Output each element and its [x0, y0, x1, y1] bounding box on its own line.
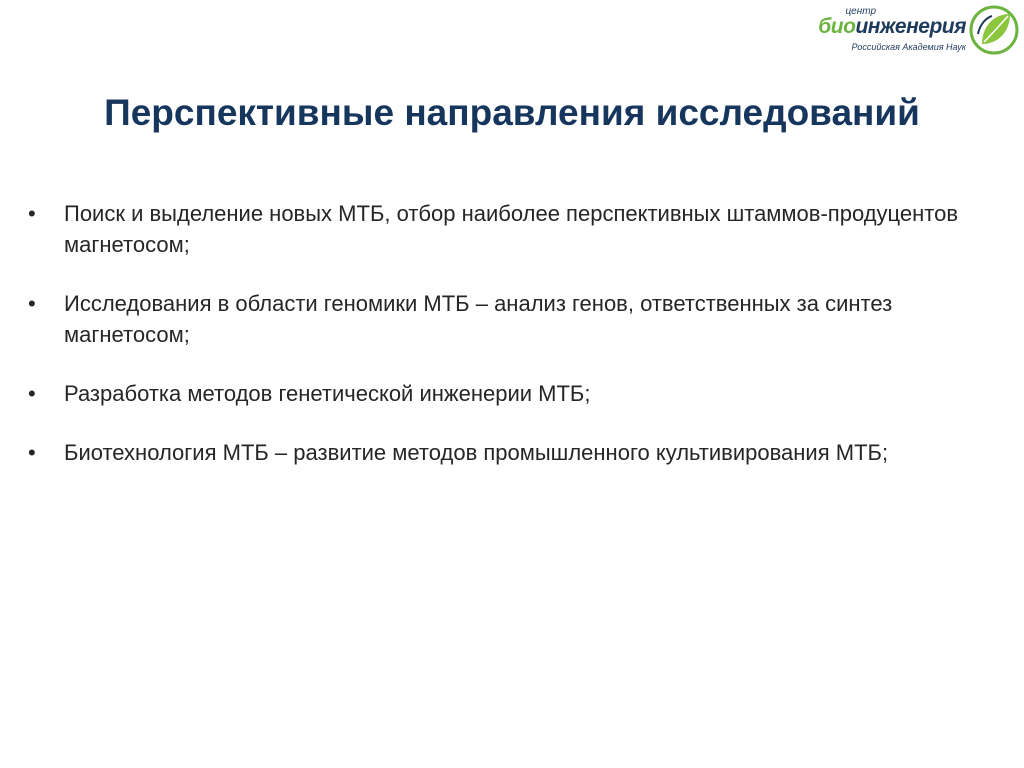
- bullet-dot: •: [28, 440, 36, 465]
- logo: [818, 4, 1024, 58]
- bullet-text: Разработка методов генетической инженерии МТБ;: [64, 381, 591, 406]
- bullet-list: [28, 198, 978, 468]
- logo-subtitle: Российская Академия Наук: [851, 42, 966, 52]
- bullet-item: [28, 198, 978, 260]
- logo-small-text: центр: [845, 6, 876, 17]
- bullet-dot: •: [28, 201, 36, 226]
- bullet-item: [28, 378, 978, 409]
- bullet-text: Поиск и выделение новых МТБ, отбор наиболее перспективных штаммов-продуцентов магнетосом;: [64, 201, 959, 257]
- slide-title: Перспективные направления исследований: [104, 92, 920, 133]
- bullet-text: Исследования в области геномики МТБ – анализ генов, ответственных за синтез магнетосом;: [64, 291, 893, 347]
- bullet-dot: •: [28, 291, 36, 316]
- logo-main-text: [818, 15, 966, 39]
- bullet-item: [28, 288, 978, 350]
- logo-bio-text: био: [818, 15, 856, 38]
- bullet-item: [28, 437, 978, 468]
- logo-text: [816, 4, 966, 58]
- bullet-text: Биотехнология МТБ – развитие методов промышленного культивирования МТБ;: [64, 440, 889, 465]
- bullet-dot: •: [28, 381, 36, 406]
- logo-engineering-text: инженерия: [855, 15, 966, 38]
- leaf-circle-icon: [968, 4, 1020, 56]
